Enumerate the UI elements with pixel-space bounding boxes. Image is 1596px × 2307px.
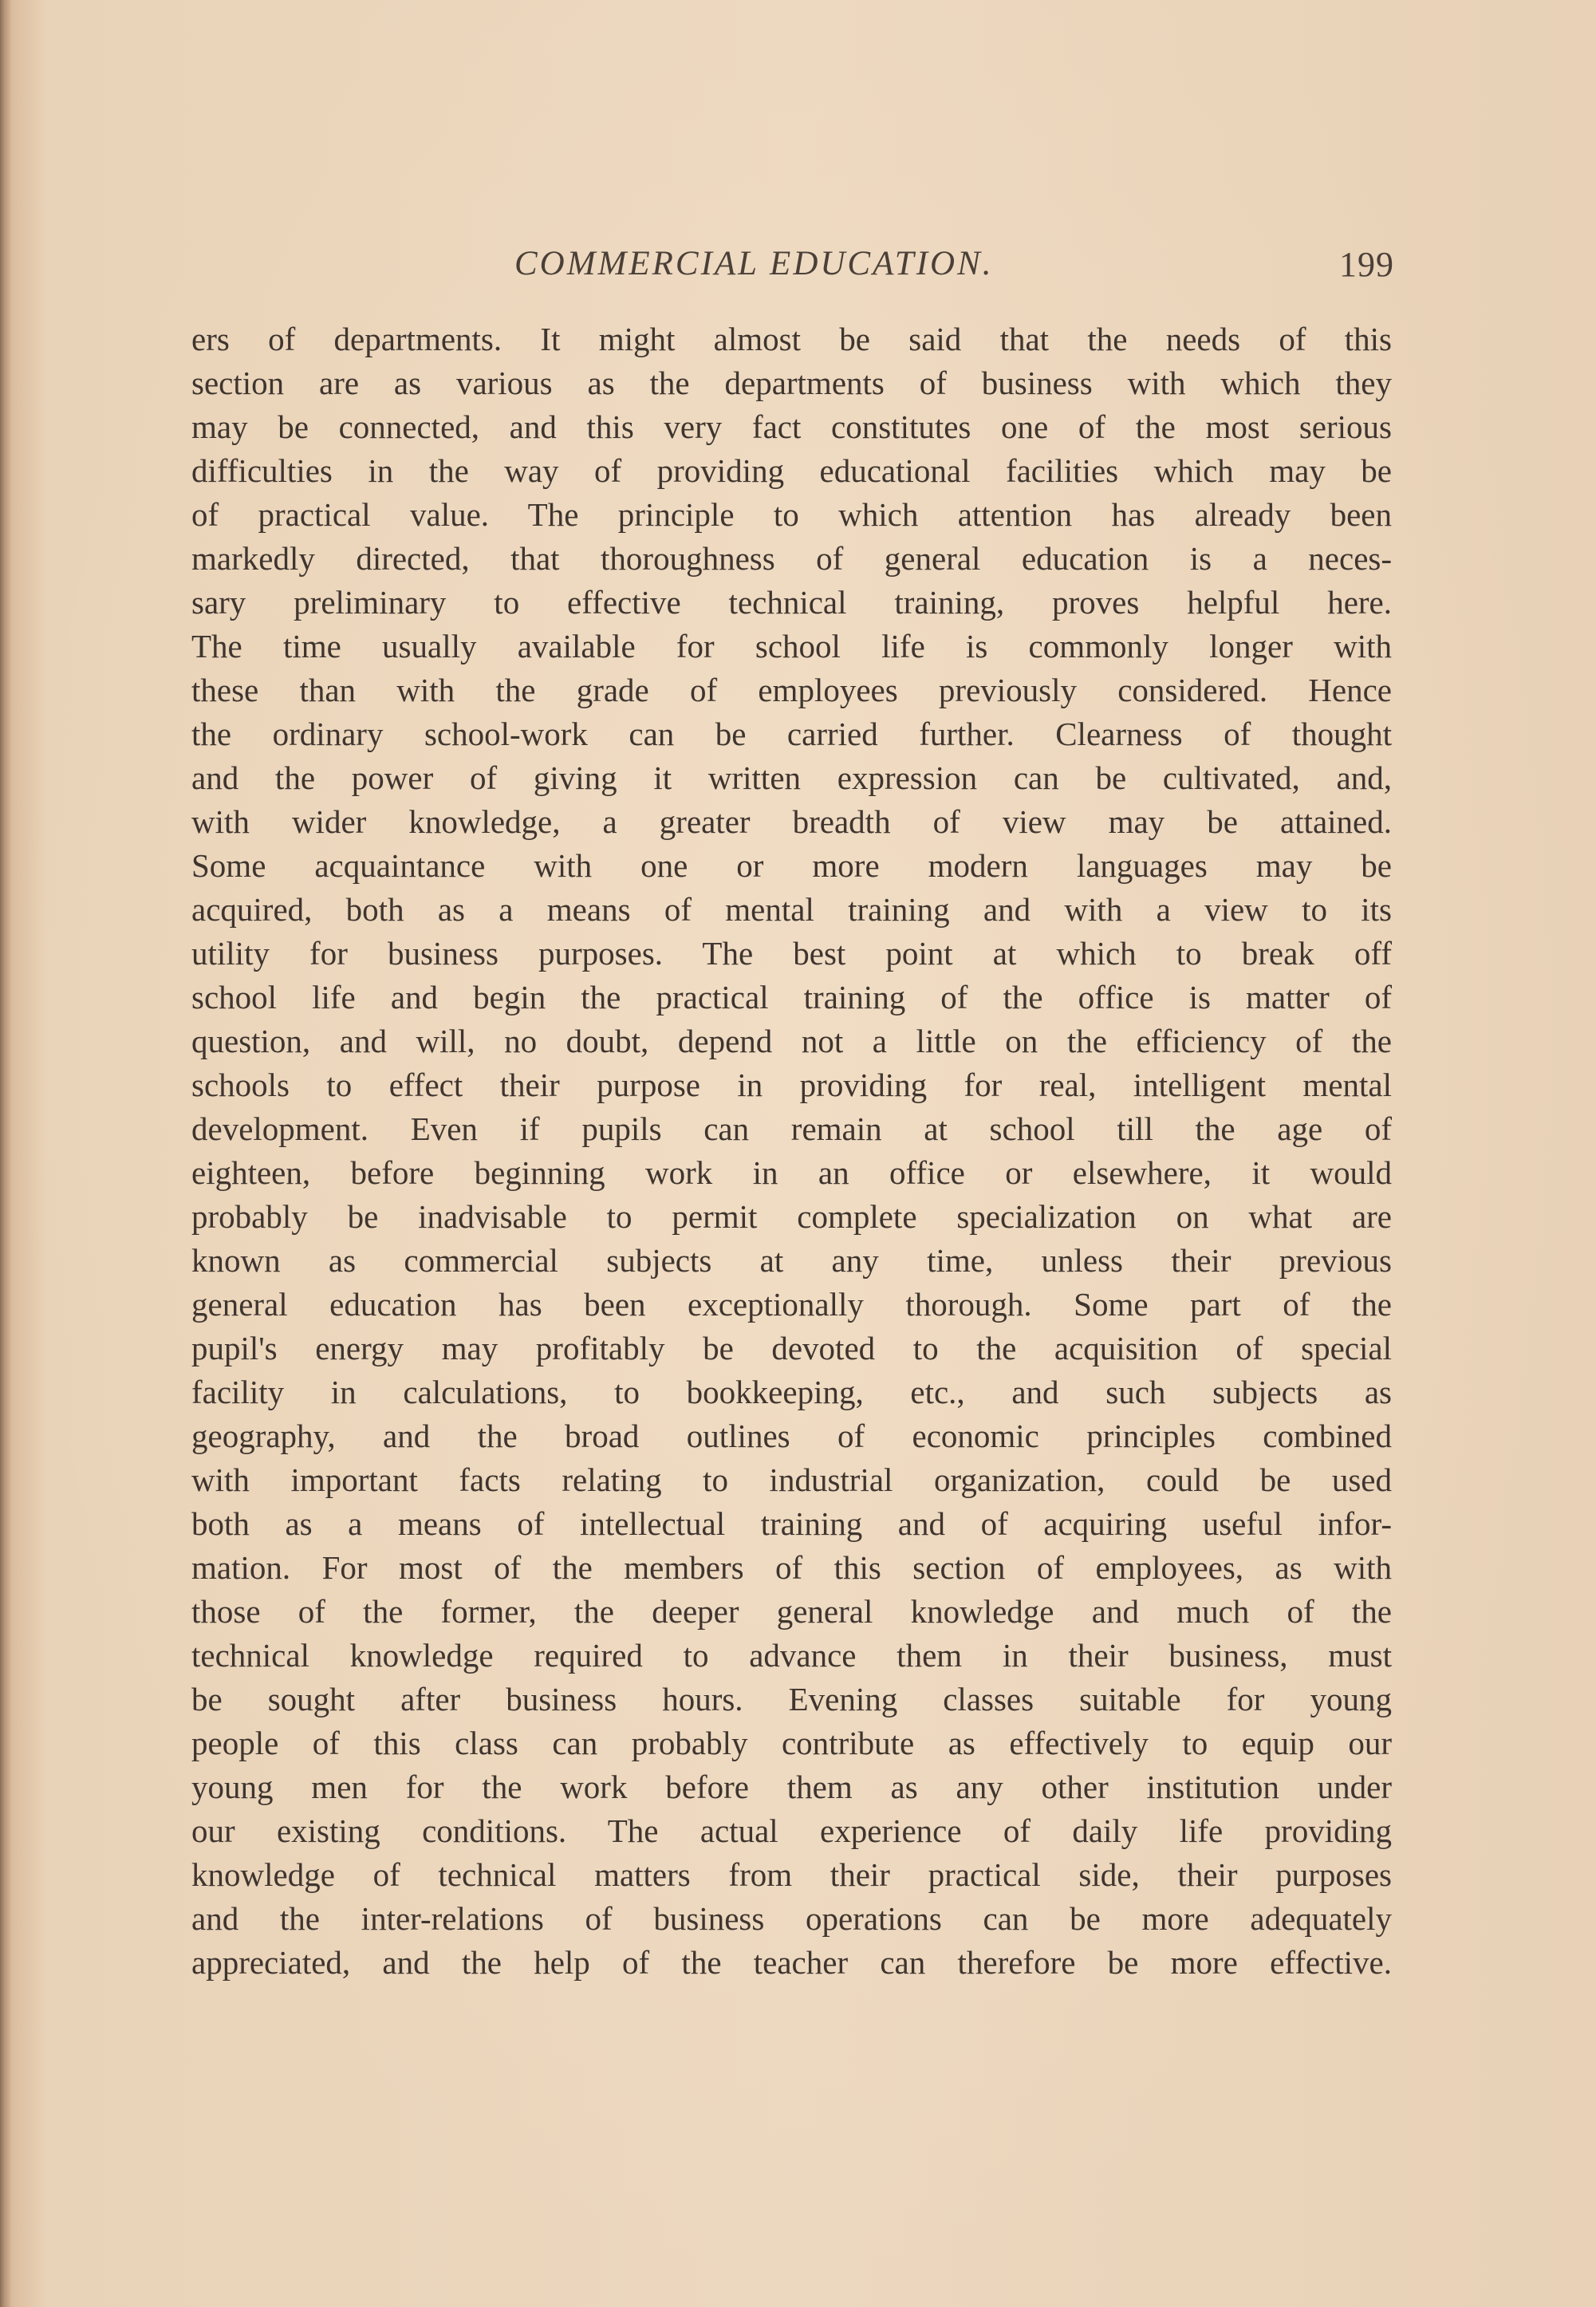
- text-line: with wider knowledge, a greater breadth of view may be attained.: [191, 803, 1392, 840]
- text-line: eighteen, before beginning work in an office or elsewhere, it would: [191, 1154, 1392, 1191]
- text-line: and the inter-relations of business operations can be more adequately: [191, 1900, 1392, 1937]
- text-line: young men for the work before them as any other institution under: [191, 1769, 1392, 1805]
- text-line: utility for business purposes. The best point at which to break off: [191, 935, 1392, 972]
- page-gutter-shadow: [0, 0, 11, 2307]
- body-text: [191, 317, 1392, 1985]
- text-line: school life and begin the practical training of the office is matter of: [191, 979, 1392, 1015]
- text-line: our existing conditions. The actual experience of daily life providing: [191, 1812, 1392, 1849]
- text-line: of practical value. The principle to which attention has already been: [191, 496, 1392, 533]
- text-line: people of this class can probably contribute as effectively to equip our: [191, 1725, 1392, 1761]
- text-line: geography, and the broad outlines of economic principles combined: [191, 1418, 1392, 1454]
- text-line: difficulties in the way of providing educational facilities which may be: [191, 452, 1392, 489]
- running-title: COMMERCIAL EDUCATION.: [514, 245, 994, 282]
- text-line: question, and will, no doubt, depend not a little on the efficiency of the: [191, 1023, 1392, 1059]
- text-line: with important facts relating to industrial organization, could be used: [191, 1461, 1392, 1498]
- text-line: facility in calculations, to bookkeeping, etc., and such subjects as: [191, 1374, 1392, 1410]
- text-line: Some acquaintance with one or more modern languages may be: [191, 847, 1392, 884]
- text-line: general education has been exceptionally thorough. Some part of the: [191, 1286, 1392, 1323]
- text-line: sary preliminary to effective technical training, proves helpful here.: [191, 584, 1392, 621]
- text-line: be sought after business hours. Evening classes suitable for young: [191, 1681, 1392, 1717]
- text-line: schools to effect their purpose in providing for real, intelligent mental: [191, 1067, 1392, 1103]
- text-line: both as a means of intellectual training and of acquiring useful infor-: [191, 1505, 1392, 1542]
- text-line: these than with the grade of employees previously considered. Hence: [191, 672, 1392, 708]
- text-line: pupil's energy may profitably be devoted to the acquisition of special: [191, 1330, 1392, 1366]
- text-line: appreciated, and the help of the teacher can therefore be more effective.: [191, 1944, 1392, 1981]
- text-line: knowledge of technical matters from their practical side, their purposes: [191, 1856, 1392, 1893]
- page-number: 199: [1339, 245, 1394, 284]
- text-line: acquired, both as a means of mental training and with a view to its: [191, 891, 1392, 928]
- text-line: section are as various as the departments of business with which they: [191, 365, 1392, 401]
- text-line: and the power of giving it written expression can be cultivated, and,: [191, 759, 1392, 796]
- text-line: technical knowledge required to advance them in their business, must: [191, 1637, 1392, 1674]
- text-line: markedly directed, that thoroughness of general education is a neces-: [191, 540, 1392, 577]
- text-line: development. Even if pupils can remain at school till the age of: [191, 1110, 1392, 1147]
- text-line: known as commercial subjects at any time, unless their previous: [191, 1242, 1392, 1279]
- text-line: those of the former, the deeper general knowledge and much of the: [191, 1593, 1392, 1630]
- text-line: the ordinary school-work can be carried further. Clearness of thought: [191, 716, 1392, 752]
- text-line: ers of departments. It might almost be said that the needs of this: [191, 321, 1392, 357]
- text-line: probably be inadvisable to permit complete specialization on what are: [191, 1198, 1392, 1235]
- text-line: may be connected, and this very fact constitutes one of the most serious: [191, 408, 1392, 445]
- text-line: mation. For most of the members of this section of employees, as with: [191, 1549, 1392, 1586]
- running-head: [191, 244, 1394, 292]
- text-line: The time usually available for school life is commonly longer with: [191, 628, 1392, 664]
